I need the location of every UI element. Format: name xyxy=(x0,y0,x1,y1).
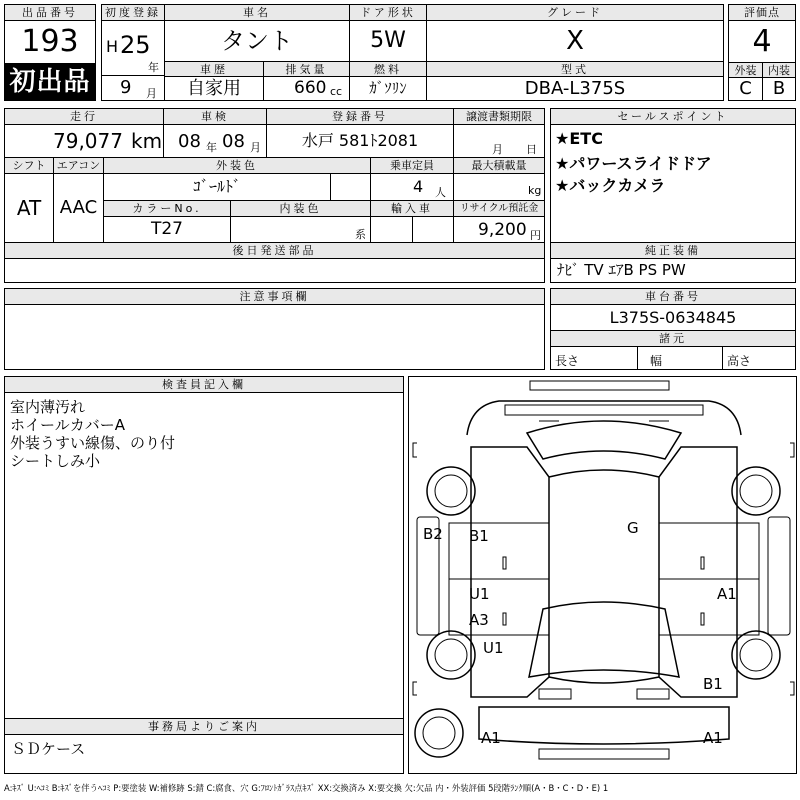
score-header: 評価点 xyxy=(728,4,796,21)
aircon: AAC xyxy=(53,173,104,243)
first-reg-month-unit: 月 xyxy=(146,87,157,100)
plate-header: 登録番号 xyxy=(266,108,454,125)
exterior-grade-header: 外装 xyxy=(728,62,763,78)
damage-mark-b1-right: B1 xyxy=(703,675,723,693)
first-reg-header: 初度登録 xyxy=(101,4,165,21)
displacement-header: 排気量 xyxy=(263,61,350,77)
inspection-header: 車検 xyxy=(163,108,267,125)
spec-width xyxy=(637,346,723,370)
mileage-unit: km xyxy=(131,129,163,153)
int-color-unit: 系 xyxy=(355,228,366,241)
first-reg-year: 25 xyxy=(120,31,151,59)
max-load-unit: kg xyxy=(528,184,542,197)
displacement-unit: cc xyxy=(330,85,343,98)
damage-mark-a1-rear-left: A1 xyxy=(481,729,501,747)
door-header: ドア形状 xyxy=(349,4,427,21)
import-cell-b xyxy=(412,216,454,243)
first-reg-year-unit: 年 xyxy=(148,61,159,74)
shift-header: シフト xyxy=(4,157,54,174)
damage-mark-g: G xyxy=(627,519,639,537)
color-no: T27 xyxy=(103,216,231,243)
car-history: 自家用 xyxy=(164,76,264,101)
seats-header: 乗車定員 xyxy=(370,157,454,174)
damage-mark-u1-left: U1 xyxy=(469,585,490,603)
spec-height xyxy=(722,346,796,370)
inspector-line-2: ホイールカバーA xyxy=(10,416,125,434)
seats-cell xyxy=(370,173,454,201)
recycle-cell xyxy=(453,216,545,243)
transfer-cell xyxy=(453,124,545,158)
transfer-day-unit: 日 xyxy=(526,143,537,156)
inspector-line-3: 外装うすい線傷、のり付 xyxy=(10,434,176,452)
notes-box xyxy=(4,304,545,370)
interior-grade-header: 内装 xyxy=(762,62,796,78)
inspector-box xyxy=(4,392,404,719)
damage-mark-b2: B2 xyxy=(423,525,443,543)
model-code: DBA-L375S xyxy=(426,76,724,101)
damage-mark-a1-right: A1 xyxy=(717,585,737,603)
recycle-fee: 9,200 xyxy=(478,220,527,240)
mileage-header: 走行 xyxy=(4,108,164,125)
door-type: 5W xyxy=(349,20,427,62)
inspection-cell xyxy=(163,124,267,158)
model-header: 型式 xyxy=(426,61,724,77)
inspection-month-unit: 月 xyxy=(250,141,261,154)
sales-point-3: ★バックカメラ xyxy=(555,176,666,195)
spec-height-label: 高さ xyxy=(727,354,752,368)
ext-color-header: 外装色 xyxy=(103,157,371,174)
plate-number: 水戸 581ﾄ2081 xyxy=(266,124,454,158)
grade: X xyxy=(426,20,724,62)
first-reg-month-cell xyxy=(101,75,165,101)
car-name-header: 車名 xyxy=(164,4,350,21)
inspector-line-1: 室内薄汚れ xyxy=(10,398,86,416)
int-color-cell xyxy=(230,216,371,243)
recycle-header: リサイクル預託金 xyxy=(453,200,545,217)
first-reg-year-cell xyxy=(101,20,165,76)
fuel: ｶﾞｿﾘﾝ xyxy=(349,76,427,101)
transfer-header: 譲渡書類期限 xyxy=(453,108,545,125)
damage-mark-a1-rear-right: A1 xyxy=(703,729,723,747)
later-parts-header: 後日発送部品 xyxy=(4,242,545,259)
seats: 4 xyxy=(413,177,424,196)
displacement-cell xyxy=(263,76,350,101)
equipment: ﾅﾋﾞ TV ｴｱB PS PW xyxy=(550,258,796,283)
color-no-header: カラーNo. xyxy=(103,200,231,217)
inspection-month: 08 xyxy=(222,131,245,152)
equipment-header: 純正装備 xyxy=(550,242,796,259)
int-color-header: 内装色 xyxy=(230,200,371,217)
mileage: 79,077 xyxy=(53,129,123,153)
fuel-header: 燃料 xyxy=(349,61,427,77)
import-cell-a xyxy=(370,216,413,243)
spec-width-label: 幅 xyxy=(650,354,663,368)
damage-mark-b1-left: B1 xyxy=(469,527,489,545)
sales-point-2: ★パワースライドドア xyxy=(555,154,712,173)
displacement: 660 xyxy=(294,78,327,98)
inspection-year: 08 xyxy=(178,131,201,152)
recycle-unit: 円 xyxy=(530,229,541,242)
later-parts-box xyxy=(4,258,545,283)
sales-points-header: セールスポイント xyxy=(550,108,796,125)
aircon-header: エアコン xyxy=(53,157,104,174)
chassis-header: 車台番号 xyxy=(550,288,796,305)
score: 4 xyxy=(728,20,796,63)
damage-legend: A:ｷｽﾞ U:ﾍｺﾐ B:ｷｽﾞを伴うﾍｺﾐ P:要塗装 W:補修跡 S:錆 C:腐食、穴 G:ﾌﾛﾝﾄｶﾞﾗｽ点ｷｽﾞ XX:交換済み X:要交換 欠:欠品 内・外装評価 5段階ﾗﾝｸ順(A・B・C・D・E) 1 xyxy=(4,783,609,793)
lot-number: 193 xyxy=(4,20,96,64)
sales-points-box xyxy=(550,124,796,243)
seats-unit: 人 xyxy=(435,186,446,199)
notes-header: 注意事項欄 xyxy=(4,288,545,305)
interior-grade: B xyxy=(762,77,796,101)
shift: AT xyxy=(4,173,54,243)
history-header: 車歴 xyxy=(164,61,264,77)
car-outline xyxy=(409,377,798,775)
max-load-header: 最大積載量 xyxy=(453,157,545,174)
damage-mark-a3: A3 xyxy=(469,611,489,629)
inspector-header: 検査員記入欄 xyxy=(4,376,404,393)
car-name: タント xyxy=(164,20,350,62)
inspection-year-unit: 年 xyxy=(206,141,217,154)
specs-header: 諸元 xyxy=(550,330,796,347)
car-diagram xyxy=(408,376,797,774)
first-reg-month: 9 xyxy=(120,77,132,98)
first-listing-badge: 初出品 xyxy=(4,63,96,101)
ext-color-extra xyxy=(330,173,371,201)
transfer-month-unit: 月 xyxy=(492,143,503,156)
sales-point-1: ★ETC xyxy=(555,129,603,148)
first-reg-era: H xyxy=(106,37,119,56)
max-load-cell xyxy=(453,173,545,201)
office-header: 事務局よりご案内 xyxy=(4,718,404,735)
chassis-number: L375S-0634845 xyxy=(550,304,796,331)
spec-length-label: 長さ xyxy=(555,354,580,368)
exterior-grade: C xyxy=(728,77,763,101)
inspector-line-4: シートしみ小 xyxy=(10,452,101,470)
spec-length xyxy=(550,346,638,370)
ext-color: ｺﾞｰﾙﾄﾞ xyxy=(103,173,331,201)
lot-number-header: 出品番号 xyxy=(4,4,96,21)
grade-header: グレード xyxy=(426,4,724,21)
mileage-cell xyxy=(4,124,164,158)
damage-mark-u1-rear: U1 xyxy=(483,639,504,657)
import-header: 輸入車 xyxy=(370,200,454,217)
office-note: ＳＤケース xyxy=(4,734,404,774)
